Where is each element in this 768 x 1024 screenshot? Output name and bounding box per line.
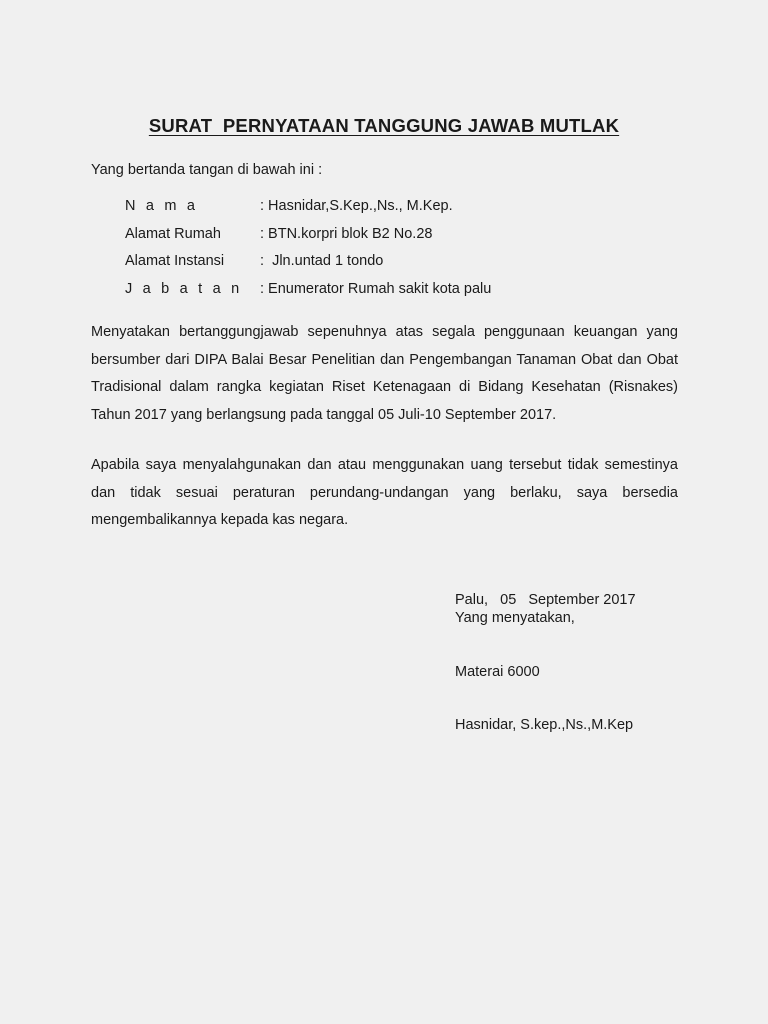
document-title: SURAT PERNYATAAN TANGGUNG JAWAB MUTLAK — [148, 115, 620, 136]
field-value-alamat-rumah: : BTN.korpri blok B2 No.28 — [260, 225, 433, 242]
field-row-alamat-rumah — [125, 226, 685, 254]
field-value-jabatan: : Enumerator Rumah sakit kota palu — [260, 280, 492, 297]
field-label-nama: N a m a — [125, 198, 199, 214]
field-value-nama: : Hasnidar,S.Kep.,Ns., M.Kep. — [260, 198, 453, 214]
field-row-nama — [125, 198, 685, 226]
statement-paragraph: Menyatakan bertanggungjawab sepenuhnya atas segala penggunaan keuangan yang bersumber dari DIPA Balai Besar Penelitian dan Pengembangan Tanaman Obat dan Obat Tradisional dalam rangka kegiatan Riset Ketenagaan di Bidang Kesehatan (Risnakes) Tahun 2017 yang berlangsung pada tanggal 05 Juli-10 September 2017. — [91, 324, 678, 423]
field-value-alamat-instansi: : Jln.untad 1 tondo — [260, 253, 384, 269]
closing-role: Yang menyatakan, — [455, 610, 575, 626]
field-label-alamat-rumah: Alamat Rumah — [125, 225, 221, 242]
consequence-paragraph: Apabila saya menyalahgunakan dan atau menggunakan uang tersebut tidak semestinya dan tidak sesuai peraturan perundang-undangan yang berlaku, saya bersedia mengembalikannya kepada kas negara. — [91, 457, 678, 529]
signer-name: Hasnidar, S.kep.,Ns.,M.Kep — [455, 717, 634, 733]
field-row-jabatan — [125, 281, 685, 309]
intro-text: Yang bertanda tangan di bawah ini : — [91, 162, 323, 178]
field-label-alamat-instansi: Alamat Instansi — [125, 253, 225, 269]
field-row-alamat-instansi — [125, 253, 685, 281]
field-label-jabatan: J a b a t a n — [125, 280, 243, 297]
identity-fields — [125, 198, 685, 308]
place-date: Palu, 05 September 2017 — [455, 592, 636, 608]
stamp-duty-note: Materai 6000 — [455, 664, 540, 680]
